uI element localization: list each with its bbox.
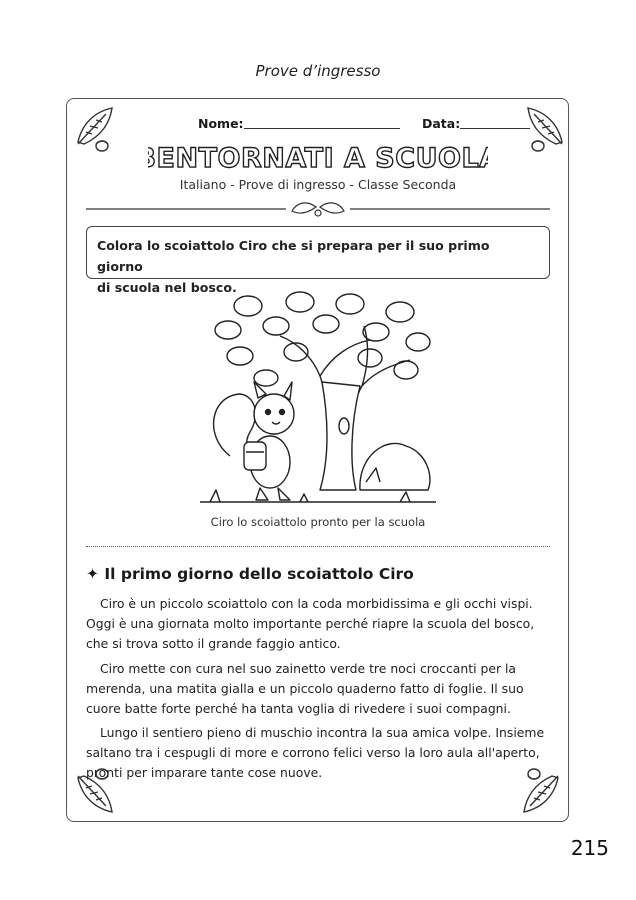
- title-text: BENTORNATI A SCUOLA: [148, 143, 488, 174]
- name-field[interactable]: [244, 128, 400, 129]
- story-line: Oggi è una giornata molto importante perché riapre la scuola del bosco,: [86, 616, 535, 631]
- instruction-line: Colora lo scoiattolo Ciro che si prepara per il suo primo giorno: [97, 238, 490, 274]
- squirrel-ciro: [214, 382, 294, 500]
- instruction-line: di scuola nel bosco.: [97, 280, 237, 295]
- page-number: 215: [570, 836, 609, 860]
- dotted-separator: [86, 546, 550, 547]
- story-line: Ciro mette con cura nel suo zainetto verde tre noci croccanti per la: [100, 661, 517, 676]
- story-line: merenda, una matita gialla e un piccolo quaderno fatto di foglie. Il suo: [86, 681, 524, 696]
- story-paragraph: [86, 594, 546, 654]
- date-field[interactable]: [460, 128, 530, 129]
- story-paragraph: [86, 659, 546, 719]
- story-line: cuore batte forte perché ha tanta voglia di rivedere i suoi compagni.: [86, 701, 511, 716]
- section-title: ✦ Il primo giorno dello scoiattolo Ciro: [86, 565, 414, 583]
- illustration-caption: Ciro lo scoiattolo pronto per la scuola: [210, 515, 426, 529]
- instruction-box: [86, 226, 550, 295]
- name-label: Nome:: [198, 116, 244, 131]
- worksheet-subtitle: Italiano - Prove di ingresso - Classe Seconda: [179, 177, 457, 192]
- story-line: pronti per imparare tante cose nuove.: [86, 765, 323, 780]
- story-line: Lungo il sentiero pieno di muschio incontra la sua amica volpe. Insieme: [100, 725, 545, 740]
- date-label: Data:: [422, 116, 461, 131]
- story-line: che si trova sotto il grande faggio antico.: [86, 636, 341, 651]
- worksheet-title: [0, 140, 636, 178]
- story-paragraph: [86, 723, 546, 783]
- story-line: saltano tra i cespugli di more e corrono felici verso la loro aula all'aperto,: [86, 745, 540, 760]
- page-header: Prove d’ingresso: [255, 62, 381, 80]
- leaf-divider-icon: [86, 197, 550, 221]
- squirrel-tree-illustration: [200, 286, 436, 508]
- story-line: Ciro è un piccolo scoiattolo con la coda morbidissima e gli occhi vispi.: [100, 596, 533, 611]
